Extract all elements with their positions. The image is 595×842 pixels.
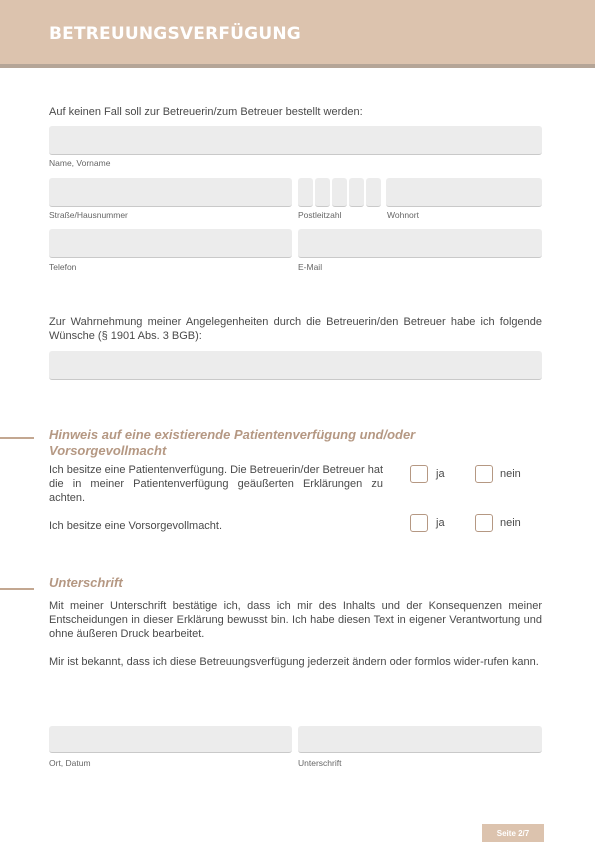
power-of-attorney-question: Ich besitze eine Vorsorgevollmacht. bbox=[49, 520, 223, 532]
place-date-caption: Ort, Datum bbox=[49, 758, 91, 768]
signature-paragraph-1: Mit meiner Unterschrift bestätige ich, dass ich mir des Inhalts und der Konsequenzen meiner Entscheidungen in dieser Erklärung bewusst bin. Ich habe diesen Text in eigener Verantwortung und ohne äußeren Druck bearbeitet. bbox=[49, 600, 542, 640]
patient-directive-no-label: nein bbox=[500, 468, 521, 480]
street-caption: Straße/Hausnummer bbox=[49, 210, 128, 220]
email-field[interactable] bbox=[298, 229, 542, 258]
patient-directive-question: Ich besitze eine Patientenverfügung. Die Betreuerin/der Betreuer hat die in meiner Patientenverfügung geäußerten Erklärungen zu achten. bbox=[49, 464, 383, 504]
page-title: BETREUUNGSVERFÜGUNG bbox=[49, 24, 301, 44]
street-field[interactable] bbox=[49, 178, 292, 207]
city-caption: Wohnort bbox=[387, 210, 419, 220]
section-marker bbox=[0, 588, 34, 590]
city-field[interactable] bbox=[386, 178, 542, 207]
signature-paragraph-2: Mir ist bekannt, dass ich diese Betreuungsverfügung jederzeit ändern oder formlos wider-rufen kann. bbox=[49, 656, 539, 668]
postcode-digit-2[interactable] bbox=[315, 178, 330, 207]
signature-caption: Unterschrift bbox=[298, 758, 342, 768]
wishes-field[interactable] bbox=[49, 351, 542, 380]
phone-caption: Telefon bbox=[49, 262, 77, 272]
page-header bbox=[0, 0, 595, 68]
postcode-caption: Postleitzahl bbox=[298, 210, 342, 220]
postcode-digit-1[interactable] bbox=[298, 178, 313, 207]
phone-field[interactable] bbox=[49, 229, 292, 258]
page-number-badge: Seite 2/7 bbox=[482, 824, 544, 842]
patient-directive-yes-label: ja bbox=[436, 468, 445, 480]
patient-directive-yes-checkbox[interactable] bbox=[410, 465, 428, 483]
power-of-attorney-no-checkbox[interactable] bbox=[475, 514, 493, 532]
section-marker bbox=[0, 437, 34, 439]
signature-heading: Unterschrift bbox=[49, 575, 123, 590]
power-of-attorney-yes-checkbox[interactable] bbox=[410, 514, 428, 532]
hint-heading: Hinweis auf eine existierende Patientenverfügung und/oder Vorsorgevollmacht bbox=[49, 427, 416, 458]
place-date-field[interactable] bbox=[49, 726, 292, 753]
postcode-digit-4[interactable] bbox=[349, 178, 364, 207]
name-caption: Name, Vorname bbox=[49, 158, 111, 168]
power-of-attorney-yes-label: ja bbox=[436, 517, 445, 529]
intro-text: Auf keinen Fall soll zur Betreuerin/zum Betreuer bestellt werden: bbox=[49, 106, 363, 118]
name-field[interactable] bbox=[49, 126, 542, 155]
postcode-digit-3[interactable] bbox=[332, 178, 347, 207]
email-caption: E-Mail bbox=[298, 262, 323, 272]
wishes-text: Zur Wahrnehmung meiner Angelegenheiten durch die Betreuerin/den Betreuer habe ich folgende Wünsche (§ 1901 Abs. 3 BGB): bbox=[49, 316, 542, 342]
postcode-digit-5[interactable] bbox=[366, 178, 381, 207]
power-of-attorney-no-label: nein bbox=[500, 517, 521, 529]
signature-field[interactable] bbox=[298, 726, 542, 753]
patient-directive-no-checkbox[interactable] bbox=[475, 465, 493, 483]
